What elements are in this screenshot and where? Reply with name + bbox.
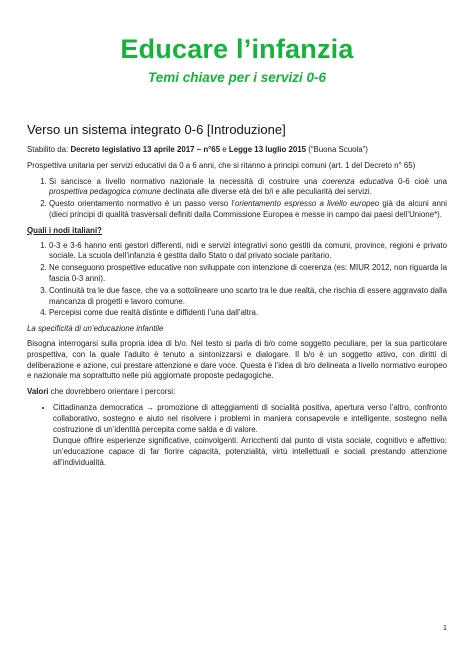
- decreto-ref: Decreto legislativo 13 aprile 2017 – n°65: [70, 145, 221, 154]
- intro-list: [27, 177, 447, 221]
- document-title: Educare l’infanzia: [120, 34, 354, 64]
- specificita-paragraph: Bisogna interrogarsi sulla propria idea di b/o. Nel testo si parla di b/o come soggetto peculiare, per la sua particolare prospettiva, con la quale l’adulto è tenuto a sintonizzarsi e dialogare. Il b/o è un soggetto attivo, con diritti di deliberazione e azione, cui prestare attenzione e dare voce. Questa è l’idea di b/o delineata a livello normativo europeo e nazionale ma soprattutto nelle più aggiornate proposte pedagogiche.: [27, 338, 447, 381]
- item-emphasis: prospettiva pedagogica comune: [49, 187, 161, 197]
- stabilito-prefix: Stabilito da:: [27, 145, 71, 154]
- nodi-list: [27, 241, 447, 320]
- section-title: Verso un sistema integrato 0-6 [Introduzione]: [27, 122, 286, 137]
- stabilito-paragraph: [27, 145, 447, 156]
- item-emphasis: coerenza educativa: [322, 176, 394, 186]
- legge-ref: Legge 13 luglio 2015: [228, 145, 307, 154]
- intro-list-item: [49, 177, 447, 199]
- nodi-list-item: 1. 0-3 e 3-6 hanno enti gestori differenti, nidi e servizi integrativi sono gestiti da comuni, province, regioni e privato sociale. La scuola dell’infanzia è gestita dallo Stato o dal privato sociale paritario.: [49, 241, 447, 263]
- item-text: declinata alle diverse età dei b/i e alle peculiarità dei servizi.: [160, 187, 372, 197]
- nodi-list-item: 3. Continuità tra le due fasce, che va a sottolineare uno scarto tra le due realtà, che rischia di essere aggravato dalla mancanza di progetti e lavoro comune.: [49, 286, 447, 308]
- item-text: già da alcuni anni (dieci principi di qualità trasversali definiti dalla Commissione Europea e messe in campo dai paesi dell’Unione*).: [49, 199, 447, 219]
- valori-main-text: • Cittadinanza democratica → promozione di atteggiamenti di socialità positiva, apertura verso l’altro, confronto collaborativo, sostegno e aiuto nel risolvere i problemi in maniera consapevole e intelligente, sostegno nella costruzione di un’identità percepita come salda e di valore.: [53, 402, 447, 434]
- item-text: Questo orientamento normativo è un passo verso l’: [49, 199, 235, 209]
- valori-suffix: che dovrebbero orientare i percorsi:: [48, 387, 176, 397]
- legge-suffix: (“Buona Scuola”): [306, 145, 368, 154]
- item-emphasis: orientamento espresso a livello europeo: [234, 199, 380, 209]
- valori-intro: [27, 387, 447, 398]
- intro-list-item: [49, 199, 447, 221]
- specificita-heading: La specificità di un’educazione infantile: [27, 324, 164, 334]
- valori-list-item: [53, 403, 447, 469]
- page-number: 1: [442, 623, 447, 632]
- document-body: [27, 145, 447, 474]
- item-text: 0-6 cioè una: [393, 176, 448, 186]
- prospettiva-paragraph: Prospettiva unitaria per servizi educativi da 0 a 6 anni, che si ritanno a principi comuni (art. 1 del Decreto n° 65): [27, 160, 416, 170]
- nodi-list-item: 2. Ne conseguono prospettive educative non sviluppate con intenzione di coerenza (es: MIUR 2012, non riguarda la fascia 0-3 anni).: [49, 263, 447, 285]
- and-text: e: [220, 145, 229, 154]
- valori-list: [27, 403, 447, 469]
- nodi-list-item: 4. Percepisi come due realtà distinte e diffidenti l’una dall’altra.: [49, 308, 447, 319]
- document-subtitle: Temi chiave per i servizi 0-6: [147, 70, 327, 85]
- nodi-heading: Quali i nodi italiani?: [27, 225, 102, 235]
- item-text: Si sancisce a livello normativo nazionale la necessità di costruire una: [49, 176, 323, 186]
- valori-label: Valori: [27, 387, 49, 397]
- valori-continuation-text: Dunque offrire esperienze significative, coinvolgenti. Arricchenti dal punto di vista sociale, cognitivo e affettivo: un’educazione capace di far fiorire capacità, potenzialità, virtù intellettuali e sociali prestando attenzione all’individualità.: [53, 436, 447, 467]
